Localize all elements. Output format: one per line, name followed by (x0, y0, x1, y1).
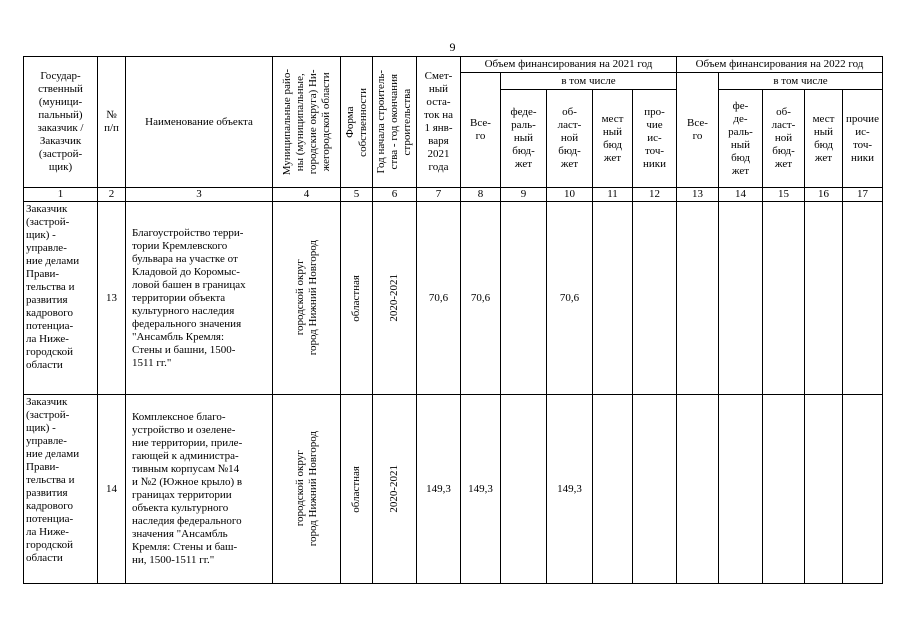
header-total-2022: Все- го (677, 73, 719, 188)
header-fin-2021: Объем финансирования на 2021 год (461, 57, 677, 73)
row-ownership (341, 395, 373, 584)
row-customer: Заказчик (застрой- щик) - управле- ние делами Прави- тельства и развития кадрового потенциа- ла Ниже- городской области (24, 395, 98, 584)
page-number: 9 (449, 40, 456, 54)
row-district-text: городской округ город Нижний Новгород (293, 431, 319, 547)
row-object-name: Комплексное благо- устройство и озелене- ние территории, приле- гающей к администра- тивным корпусам №14 и №2 (Южное крыло) в границах территории объекта культурного наследия федерального значения "Ансамбль Кремля: Стены и баш- ни, 1500-1511 гг." (126, 395, 273, 584)
row-remaining: 149,3 (417, 395, 461, 584)
row-number: 14 (98, 395, 126, 584)
header-federal-2021: феде- раль- ный бюд- жет (501, 90, 547, 188)
col-number: 2 (98, 188, 126, 202)
col-number: 8 (461, 188, 501, 202)
col-number: 17 (843, 188, 883, 202)
col-number: 1 (24, 188, 98, 202)
header-regional-2022: об- ласт- ной бюд- жет (763, 90, 805, 188)
header-district-text: Муниципальные райо- ны (муниципальные, городские округа) Ни- жегородской области (280, 68, 332, 176)
col-number: 10 (547, 188, 593, 202)
header-remaining: Смет- ный оста- ток на 1 янв- варя 2021 года (417, 57, 461, 188)
header-regional-2021: об- ласт- ной бюд- жет (547, 90, 593, 188)
row-ownership-text: областная (350, 465, 362, 513)
row-local-2022 (805, 202, 843, 395)
header-other-2022: прочие ис- точ- ники (843, 90, 883, 188)
col-number: 14 (719, 188, 763, 202)
header-years (373, 57, 417, 188)
col-number: 7 (417, 188, 461, 202)
row-other-2021 (633, 202, 677, 395)
row-years (373, 395, 417, 584)
col-number: 13 (677, 188, 719, 202)
row-local-2022 (805, 395, 843, 584)
col-number: 16 (805, 188, 843, 202)
row-total-2021: 149,3 (461, 395, 501, 584)
header-district (273, 57, 341, 188)
col-number: 12 (633, 188, 677, 202)
col-number: 3 (126, 188, 273, 202)
header-other-2021: про- чие ис- точ- ники (633, 90, 677, 188)
col-number: 6 (373, 188, 417, 202)
row-regional-2022 (763, 202, 805, 395)
row-ownership-text: областная (350, 274, 362, 322)
header-row-number: № п/п (98, 57, 126, 188)
row-district-text: городской округ город Нижний Новгород (293, 240, 319, 356)
col-number: 9 (501, 188, 547, 202)
row-other-2021 (633, 395, 677, 584)
row-remaining: 70,6 (417, 202, 461, 395)
row-regional-2021: 70,6 (547, 202, 593, 395)
row-federal-2022 (719, 395, 763, 584)
row-federal-2021 (501, 395, 547, 584)
row-other-2022 (843, 395, 883, 584)
row-years-text: 2020-2021 (388, 465, 400, 513)
row-regional-2022 (763, 395, 805, 584)
row-number: 13 (98, 202, 126, 395)
row-customer: Заказчик (застрой- щик) - управле- ние делами Прави- тельства и развития кадрового потенциа- ла Ниже- городской области (24, 202, 98, 395)
row-object-name: Благоустройство терри- тории Кремлевского бульвара на участке от Кладовой до Коромыс- ловой башен в границах территории объекта культурного наследия федерального значения "Ансамбль Кремля: Стены и башни, 1500- 1511 гг." (126, 202, 273, 395)
row-years-text: 2020-2021 (388, 274, 400, 322)
header-including-2022: в том числе (719, 73, 883, 90)
col-number: 11 (593, 188, 633, 202)
header-federal-2022: фе- де- раль- ный бюд жет (719, 90, 763, 188)
header-object-name: Наименование объекта (126, 57, 273, 188)
row-total-2022 (677, 202, 719, 395)
row-other-2022 (843, 202, 883, 395)
header-years-text: Год начала строитель- ства - год окончания строительства (375, 70, 413, 174)
table-row (24, 395, 883, 584)
row-total-2021: 70,6 (461, 202, 501, 395)
row-federal-2021 (501, 202, 547, 395)
header-fin-2022: Объем финансирования на 2022 год (677, 57, 883, 73)
row-district (273, 395, 341, 584)
row-years (373, 202, 417, 395)
row-regional-2021: 149,3 (547, 395, 593, 584)
header-ownership-text: Форма собственности (343, 87, 369, 157)
table-row (24, 202, 883, 395)
column-number-row (24, 188, 883, 202)
row-district (273, 202, 341, 395)
header-local-2021: мест ный бюд жет (593, 90, 633, 188)
col-number: 5 (341, 188, 373, 202)
row-ownership (341, 202, 373, 395)
row-local-2021 (593, 202, 633, 395)
header-local-2022: мест ный бюд жет (805, 90, 843, 188)
row-federal-2022 (719, 202, 763, 395)
col-number: 15 (763, 188, 805, 202)
col-number: 4 (273, 188, 341, 202)
header-ownership (341, 57, 373, 188)
row-total-2022 (677, 395, 719, 584)
row-local-2021 (593, 395, 633, 584)
header-including-2021: в том числе (501, 73, 677, 90)
financing-table (23, 56, 883, 584)
header-customer: Государ- ственный (муници- пальный) заказчик / Заказчик (застрой- щик) (24, 57, 98, 188)
header-total-2021: Все- го (461, 73, 501, 188)
